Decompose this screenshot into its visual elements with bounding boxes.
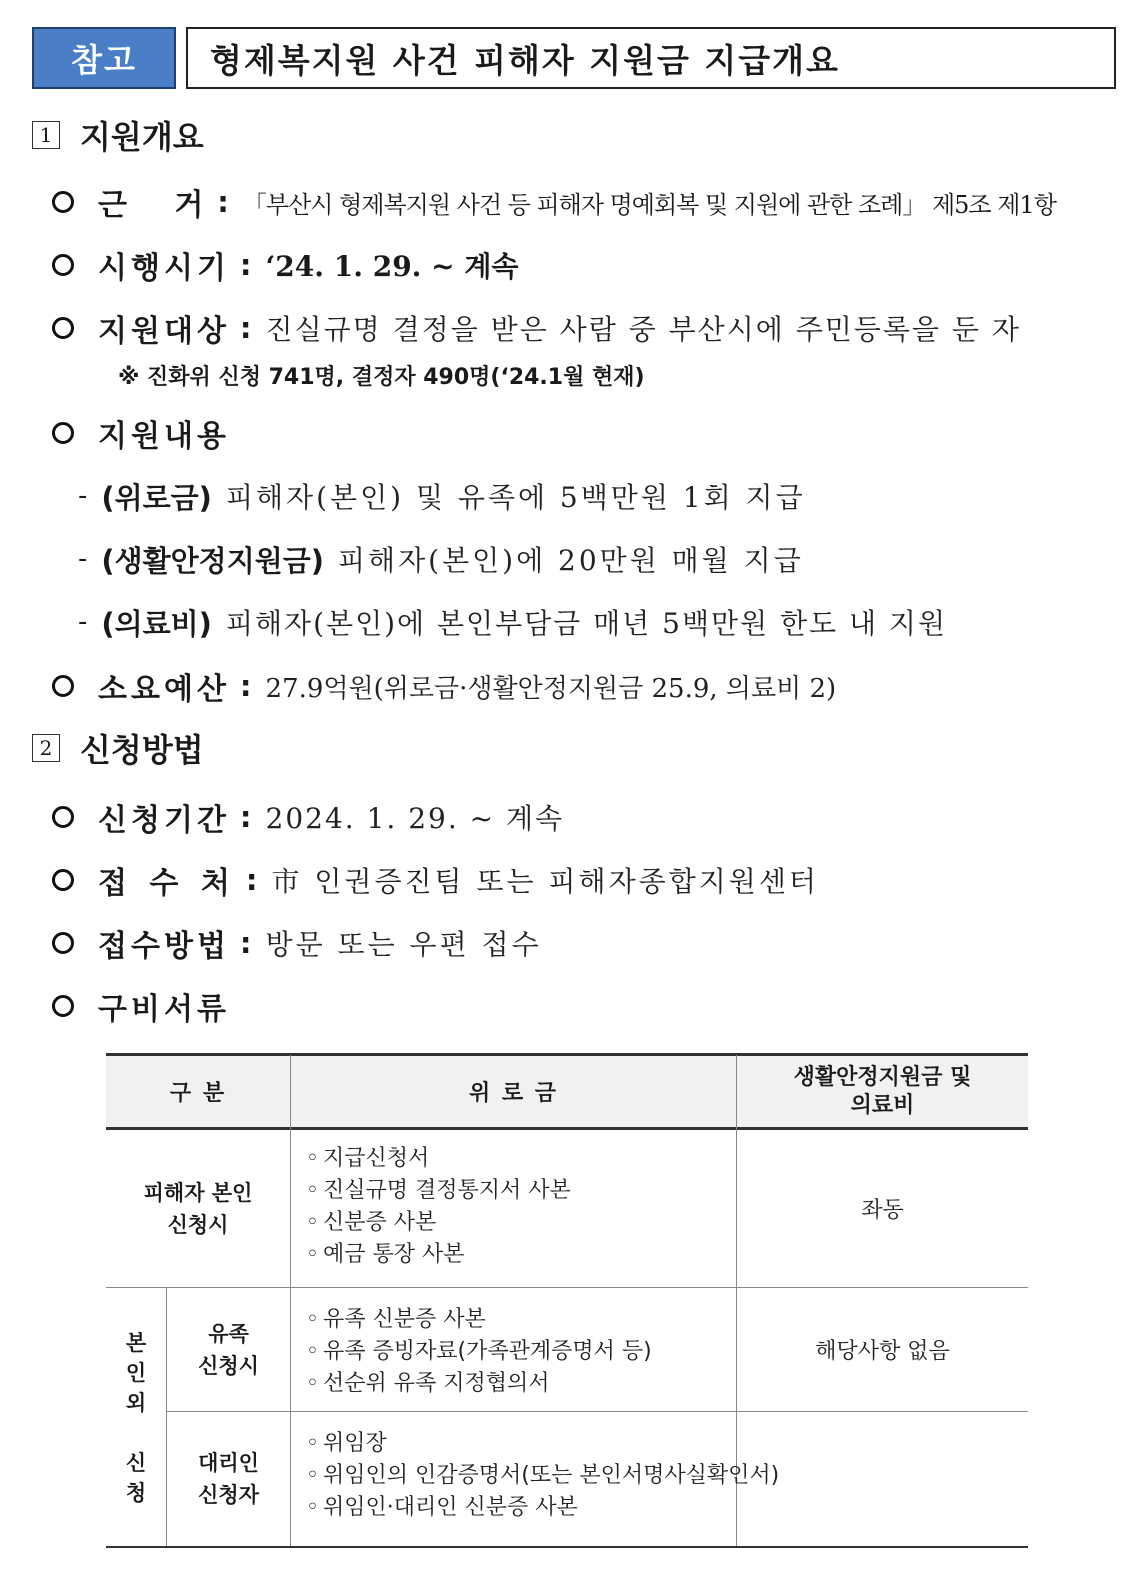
office-label: 접 수 처 <box>98 866 236 901</box>
support-item-living <box>78 537 804 581</box>
list-item: ◦ 진실규명 결정통지서 사본 <box>306 1175 571 1207</box>
dash-bullet: - <box>78 481 88 511</box>
row-self-label: 피해자 본인 신청시 <box>143 1180 253 1237</box>
basis-line <box>52 180 1056 224</box>
circle-bullet-icon <box>52 932 74 954</box>
list-item: ◦ 지급신청서 <box>306 1143 571 1175</box>
circle-bullet-icon <box>52 422 74 444</box>
circle-bullet-icon <box>52 869 74 891</box>
docs-label: 구비서류 <box>98 992 230 1027</box>
reference-tag: 참고 <box>32 27 176 89</box>
basis-value: 「부산시 형제복지원 사건 등 피해자 명예회복 및 지원에 관한 조례」 제5조 제1항 <box>242 190 1056 219</box>
target-label: 지원대상 <box>98 314 230 349</box>
apply-period-value: 2024. 1. 29. ~ 계속 <box>265 802 565 835</box>
method-value: 방문 또는 우편 접수 <box>265 928 542 961</box>
group-label-non-self: 본 인 외 신 청 <box>125 1331 147 1505</box>
row-family-docs <box>306 1304 652 1400</box>
section-1-title: 지원개요 <box>80 118 204 156</box>
circle-bullet-icon <box>52 675 74 697</box>
list-item: ◦ 위임장 <box>306 1428 779 1460</box>
period-value: ‘24. 1. 29. ~ 계속 <box>265 250 519 283</box>
office-value: 市 인권증진팀 또는 피해자종합지원센터 <box>271 865 819 898</box>
method-line <box>52 921 542 965</box>
support-text: 피해자(본인)에 20만원 매월 지급 <box>338 544 804 577</box>
circle-bullet-icon <box>52 317 74 339</box>
list-item: ◦ 예금 통장 사본 <box>306 1239 571 1271</box>
support-text: 피해자(본인)에 본인부담금 매년 5백만원 한도 내 지원 <box>225 607 948 640</box>
colon: : <box>217 185 229 219</box>
list-item: ◦ 위임인·대리인 신분증 사본 <box>306 1492 779 1524</box>
support-key: (위로금) <box>101 480 212 515</box>
colon: : <box>239 311 252 345</box>
circle-bullet-icon <box>52 254 74 276</box>
target-note: ※ 진화위 신청 741명, 결정자 490명(‘24.1월 현재) <box>118 364 645 390</box>
period-label: 시행시기 <box>98 251 230 286</box>
row-family-other: 해당사항 없음 <box>815 1339 950 1364</box>
table-col-divider <box>290 1055 291 1546</box>
colon: : <box>239 926 252 960</box>
basis-label: 근 거 <box>98 188 208 223</box>
circle-bullet-icon <box>52 191 74 213</box>
period-line <box>52 243 519 287</box>
section-2-heading <box>32 727 204 769</box>
list-item: ◦ 유족 증빙자료(가족관계증명서 등) <box>306 1336 652 1368</box>
apply-period-line <box>52 795 564 839</box>
content-label: 지원내용 <box>98 419 230 454</box>
dash-bullet: - <box>78 607 88 637</box>
colon: : <box>245 863 258 897</box>
section-1-heading <box>32 114 204 156</box>
list-item: ◦ 위임인의 인감증명서(또는 본인서명사실확인서) <box>306 1460 779 1492</box>
support-key: (생활안정지원금) <box>101 543 324 578</box>
dash-bullet: - <box>78 544 88 574</box>
budget-label: 소요예산 <box>98 672 230 707</box>
support-key: (의료비) <box>101 606 212 641</box>
list-item: ◦ 유족 신분증 사본 <box>306 1304 652 1336</box>
row-self-other: 좌동 <box>861 1198 904 1223</box>
content-line <box>52 411 230 455</box>
row-family-label: 유족 신청시 <box>198 1321 259 1378</box>
budget-line <box>52 664 836 708</box>
header-consolation: 위 로 금 <box>468 1081 559 1106</box>
row-agent-label: 대리인 신청자 <box>198 1451 259 1507</box>
document-title: 형제복지원 사건 피해자 지원금 지급개요 <box>186 27 1116 89</box>
budget-value: 27.9억원(위로금·생활안정지원금 25.9, 의료비 2) <box>265 673 837 704</box>
colon: : <box>239 669 252 703</box>
colon: : <box>239 800 252 834</box>
header-living-medical: 생활안정지원금 및 의료비 <box>793 1064 972 1118</box>
office-line <box>52 858 819 902</box>
section-1-number: 1 <box>32 121 60 149</box>
list-item: ◦ 선순위 유족 지정협의서 <box>306 1368 652 1400</box>
section-2-number: 2 <box>32 734 60 762</box>
table-bottom-border <box>106 1546 1028 1548</box>
table-row-divider <box>166 1411 1028 1412</box>
section-2-title: 신청방법 <box>80 731 204 769</box>
docs-line <box>52 984 230 1028</box>
colon: : <box>239 248 252 282</box>
target-line <box>52 306 1021 350</box>
support-text: 피해자(본인) 및 유족에 5백만원 1회 지급 <box>225 481 806 514</box>
circle-bullet-icon <box>52 806 74 828</box>
header-category: 구 분 <box>169 1081 227 1106</box>
row-agent-docs <box>306 1428 779 1524</box>
support-item-medical <box>78 600 947 644</box>
apply-period-label: 신청기간 <box>98 803 230 838</box>
method-label: 접수방법 <box>98 929 230 964</box>
row-self-docs <box>306 1143 571 1271</box>
list-item: ◦ 신분증 사본 <box>306 1207 571 1239</box>
target-value: 진실규명 결정을 받은 사람 중 부산시에 주민등록을 둔 자 <box>265 313 1021 346</box>
support-item-consolation <box>78 474 806 518</box>
circle-bullet-icon <box>52 995 74 1017</box>
